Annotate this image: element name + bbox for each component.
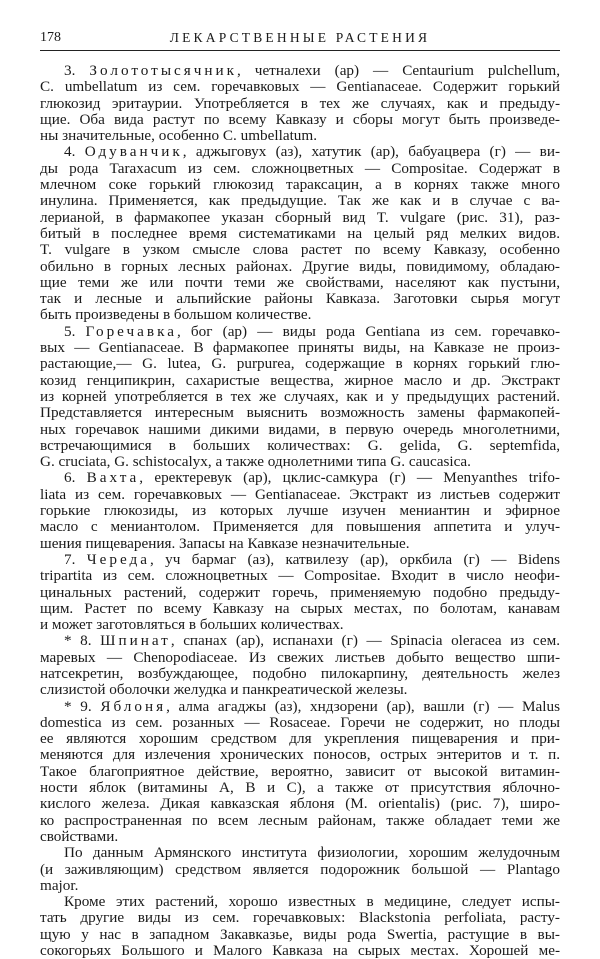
line-text: , аджыговух (аз), хатутик (ар), бабуацвера (г) — ви- xyxy=(182,144,560,161)
text-line: растающие,— G. lutea, G. purpurea, содержащие в корнях горький глю- xyxy=(40,356,560,373)
plant-name: Вахта xyxy=(86,470,140,487)
paragraph xyxy=(40,470,560,551)
text-line: щую у нас в западном Закавказье, виды рода Swertia, растущие в вы- xyxy=(40,926,560,943)
line-text: , еректеревук (ар), цклис-самкура (г) — Menyanthes trifo- xyxy=(139,470,560,487)
text-line: глюкозид эритаурии. Употребляется в тех же случаях, как и предыду- xyxy=(40,95,560,112)
text-line: ее являются хорошим средством для укрепления пищеварения и при- xyxy=(40,731,560,748)
entry-number: 5. xyxy=(64,323,86,340)
page-body xyxy=(40,63,560,959)
text-line: C. umbellatum из сем. горечавковых — Gentianaceae. Содержит горький xyxy=(40,79,560,96)
plant-name: Одуванчик xyxy=(84,144,183,161)
running-title: ЛЕКАРСТВЕННЫЕ РАСТЕНИЯ xyxy=(169,30,431,45)
text-line: Представляется интересным выяснить возможность замены фармакопей- xyxy=(40,405,560,422)
entry-number: 3. xyxy=(64,63,90,79)
text-line: горькие глюкозиды, из которых лучше изучен мениантин и эфирное xyxy=(40,503,560,520)
text-line: свойствами. xyxy=(40,828,119,845)
text-line: liata из сем. горечавковых — Gentianaceae. Экстракт из листьев содержит xyxy=(40,486,560,503)
text-line: маревых — Chenopodiaceae. Из свежих листьев добыто вещество шпи- xyxy=(40,649,560,666)
line-text: , четналехи (ар) — Centaurium pulchellum, xyxy=(237,63,560,79)
text-line: цинальных растений, содержит горечь, применяемую подобно предыду- xyxy=(40,584,560,601)
text-line xyxy=(40,699,560,715)
line-text: , спанах (ар), испанахи (г) — Spinacia oleracea из сем. xyxy=(170,633,560,650)
text-line: шения пищеварения. Запасы на Кавказе незначительные. xyxy=(40,535,410,552)
text-line xyxy=(40,63,560,79)
text-line: обильно в горных лесных районах. Другие виды, повидимому, обладаю- xyxy=(40,258,560,275)
plant-name: Золототысячник xyxy=(89,63,238,79)
text-line: козид генципикрин, сахаристые вещества, жирное масло и др. Экстракт xyxy=(40,372,560,389)
plant-name: Яблоня xyxy=(100,698,167,715)
text-line: T. vulgare в узком смысле слова растет по всему Кавказу, особенно xyxy=(40,242,560,259)
text-line: из корней употребляется в тех же случаях, как и у предыдущих растений. xyxy=(40,388,560,405)
text-line: инулина. Применяется, как предыдущие. Так же как и в случае с ва- xyxy=(40,193,560,210)
entry-number: 6. xyxy=(64,470,87,487)
entry-number: 7. xyxy=(64,551,87,568)
text-line: и может заготовляться в больших количествах. xyxy=(40,617,344,634)
paragraph xyxy=(40,699,560,846)
text-line: (и заживляющим) средством является подорожник большой — Plantago xyxy=(40,861,560,878)
paragraph xyxy=(40,552,560,633)
line-text: , бог (ар) — виды рода Gentiana из сем. горечавко- xyxy=(176,323,560,340)
text-line: натсекретин, возбуждающее, подобно пилокарпину, деятельность желез xyxy=(40,665,560,682)
text-line xyxy=(40,144,560,160)
text-line xyxy=(40,552,560,568)
text-line: щим. Растет по всему Кавказу на сырых местах, по болотам, канавам xyxy=(40,600,560,617)
text-line: domestica из сем. розанных — Rosaceae. Горечи не содержит, но плоды xyxy=(40,714,560,731)
text-line: щие теми же или почти теми же свойствами, населяют как пустыни, xyxy=(40,274,560,291)
text-line: лерианой, в фармакопее указан сборный вид T. vulgare (рис. 31), раз- xyxy=(40,209,560,226)
text-line: ды рода Taraxacum из сем. сложноцветных — Compositae. Содержат в xyxy=(40,160,560,177)
text-line: млечном соке горький глюкозид тараксацин, а в корнях также много xyxy=(40,177,560,194)
text-line: кислого железа. Дикая кавказская яблоня (M. orientalis) (рис. 7), широ- xyxy=(40,796,560,813)
plant-name: Шпинат xyxy=(100,633,171,650)
text-line: вых — Gentianaceae. В фармакопее приняты виды, на Кавказе не произ- xyxy=(40,340,560,357)
text-line: tripartita из сем. сложноцветных — Compositae. Входит в число неофи- xyxy=(40,568,560,585)
text-line xyxy=(40,324,560,340)
paragraph xyxy=(40,144,560,323)
text-line: слизистой оболочки желудка и панкреатической железы. xyxy=(40,682,408,699)
text-line: major. xyxy=(40,877,79,894)
entry-number: 4. xyxy=(64,144,85,161)
paragraph xyxy=(40,633,560,698)
entry-number: * 8. xyxy=(64,633,101,650)
text-line: G. cruciata, G. schistocalyx, а также однолетними типа G. caucasica. xyxy=(40,454,471,471)
text-line: масло с мениантолом. Применяется для повышения аппетита и улуч- xyxy=(40,519,560,536)
line-text: , уч бармаг (аз), катвилезу (ар), оркбила (г) — Bidens xyxy=(150,551,560,568)
text-line: По данным Армянского института физиологии, хорошим желудочным xyxy=(64,845,560,862)
paragraph xyxy=(40,845,560,894)
text-line: Кроме этих растений, хорошо известных в медицине, следует испы- xyxy=(64,894,560,911)
header-rule xyxy=(40,50,560,51)
text-line: встречающимися в больших количествах: G. gelida, G. septemfida, xyxy=(40,437,560,454)
text-line: щие. Оба вида растут по всему Кавказу и сборы могут быть произведе- xyxy=(40,111,560,128)
paragraph xyxy=(40,894,560,959)
text-line xyxy=(40,470,560,486)
page-header xyxy=(40,28,560,48)
plant-name: Череда xyxy=(86,551,150,568)
text-line: тать другие виды из сем. горечавковых: Blackstonia perfoliata, расту- xyxy=(40,910,560,927)
text-line: ности яблок (витамины A, B и C), а также от присутствия яблочно- xyxy=(40,780,560,797)
line-text: , алма агаджы (аз), хндзорени (ар), вашли (г) — Malus xyxy=(166,698,560,715)
text-line: так и лесные и альпийские районы Кавказа. Заготовки сырья могут xyxy=(40,291,560,308)
text-line: меняются для излечения хронических поносов, острых энтеритов и т. п. xyxy=(40,747,560,764)
text-line: Такое благоприятное действие, вероятно, зависит от высокой витамин- xyxy=(40,763,560,780)
paragraph xyxy=(40,63,560,144)
text-line: ко распространенная по всем лесным районам, также обладает теми же xyxy=(40,812,560,829)
text-line: быть произведены в большом количестве. xyxy=(40,307,312,324)
text-line xyxy=(40,633,560,649)
page-number: 178 xyxy=(40,30,61,45)
text-line: ны значительные, особенно C. umbellatum. xyxy=(40,128,317,145)
text-line: ных горечавок нашими дикими видами, в первую очередь многолетними, xyxy=(40,421,560,438)
entry-number: * 9. xyxy=(64,698,101,715)
text-line: сокогорьях Большого и Малого Кавказа на сырых местах. Хорошей ме- xyxy=(40,943,560,959)
paragraph xyxy=(40,324,560,471)
text-line: битый в последнее время систематиками на целый ряд мелких видов. xyxy=(40,225,560,242)
plant-name: Горечавка xyxy=(85,323,177,340)
